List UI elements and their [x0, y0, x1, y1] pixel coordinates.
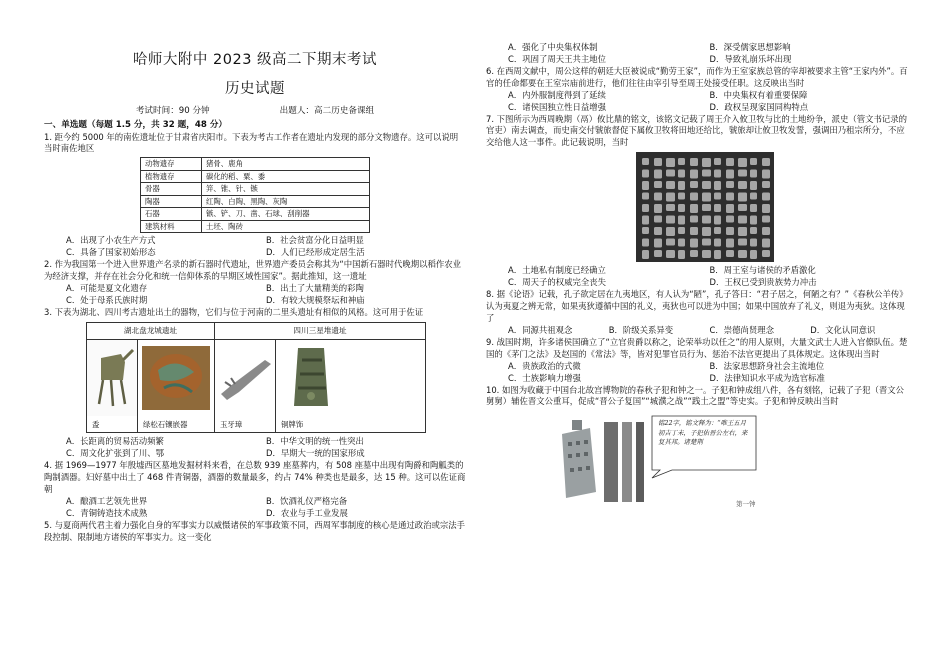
exam-title: 哈师大附中 2023 级高二下期末考试: [132, 52, 378, 68]
option-a[interactable]: A．贵族政治的式微: [508, 360, 581, 371]
option-b[interactable]: B．饮酒礼仪严格完备: [266, 496, 348, 507]
option-b[interactable]: B．法家思想跻身社会主流地位: [709, 360, 825, 371]
question-4-stem: 4. 据 1969—1977 年殷墟西区墓地发掘材料来看，在总数 939 座墓葬内，有 508 座墓中出现有陶爵和陶觚类的陶制酒器。妇好墓中出土了 468 件青铜器，酒器的数量最多，约占 74% 种类也是最多，达 15 种。这可以佐证商朝: [44, 460, 466, 495]
bronze-he-image: [87, 340, 137, 416]
table-row: 植物遗存 碳化的稻、粟、黍: [141, 170, 370, 182]
turquoise-inlay-image: [138, 340, 214, 416]
jade-yazhang-image: [215, 340, 275, 416]
exam-time: 考试时间：90 分钟: [135, 106, 210, 117]
question-6-stem: 6. 在西周文献中，周公这样的朝廷大臣被说成“勤劳王家”，而作为王室家族总管的宰却被要求主管“王家内外”。百官的任命都要在王室宗庙前进行，他们往往由宰引导至周王处接受任职。这反映出当时: [486, 65, 908, 88]
table-row: 石器 镞、铲、刀、凿、石球、刮削器: [141, 208, 370, 220]
option-b[interactable]: B．社会贫富分化日益明显: [266, 235, 364, 246]
question-9-stem: 9. 战国时期，许多诸侯国确立了“立官贵爵以称之，论荣举功以任之”的用人原则，大量文武士人进入官僚队伍。楚国的《茅门之法》及赵国的《常法》等，皆对犯罪官员行为、惩治不法官更提出了具体规定。这体现出当时: [486, 336, 908, 359]
question-6-options: [486, 90, 911, 114]
artifact-yazhang: [215, 340, 276, 432]
option-d[interactable]: D．农业与手工业发展: [266, 507, 348, 518]
inscription-image: [636, 152, 774, 262]
question-7-stem: 7. 下图所示为西周晚期（鬲）攸比鼎的铭文，该铭文记载了周王介入攸卫牧与比的土地纷争，派史（管文书记录的官吏）南去调查，而史南交付虢旅督促下属攸卫牧将田地还给比，虢旅却让攸卫牧发誓，强调田乃租宗所分，不应交给他人这一事件。此记载说明，当时: [486, 113, 908, 148]
artifact-plaque: [276, 340, 426, 432]
option-c[interactable]: C．青铜铸造技术成熟: [66, 507, 148, 518]
question-2-options: [44, 283, 466, 307]
option-c[interactable]: C．周文化扩张到了川、鄂: [66, 448, 164, 459]
option-b[interactable]: B．周王室与诸侯的矛盾激化: [709, 265, 816, 276]
option-d[interactable]: D．法律知识水平成为选官标准: [709, 372, 825, 383]
question-4-options: [44, 496, 466, 520]
option-a[interactable]: A．强化了中央集权体制: [508, 42, 598, 52]
option-d[interactable]: D．早期大一统的国家形成: [266, 448, 365, 459]
option-b[interactable]: B．中央集权有着重要保障: [709, 89, 808, 100]
bronze-plaque-image: [276, 340, 426, 416]
option-b[interactable]: B．出土了大量精美的彩陶: [266, 282, 364, 293]
option-a[interactable]: A．内外服制度得到了延续: [508, 89, 606, 100]
inscription-callout: 铭22字，铭文释为：“唯王五月初吉丁未，子犯佑晋公左右，来复其邦。诸楚荆: [658, 419, 748, 446]
question-9-options: [486, 361, 911, 385]
header-sanxingdui: 四川三星堆遗址: [215, 323, 425, 341]
option-b[interactable]: B．深受儒家思想影响: [709, 42, 791, 52]
question-8-stem: 8. 据《论语》记载，孔子欲定居在九夷地区，有人认为“陋”，孔子答曰：“君子居之，何陋之有？”《春秋公羊传》认为夷夏之辨无常，如果夷狄遵循中国的礼义，夷狄也可以进为中国；如果中国放弃了礼义，则退为夷狄。这体现了: [486, 289, 908, 323]
question-2-stem: 2. 作为我国第一个进入世界遗产名录的新石器时代遗址，世界遗产委员会称其为“中国新石器时代晚期以稻作农业为经济支撑，并存在社会分化和统一信仰体系的早期区域性国家”。据此推知，这一遗址: [44, 259, 461, 281]
table-row: 动物遗存 猪骨、鹿角: [141, 158, 370, 170]
caption-he: 盉: [92, 419, 100, 429]
option-d[interactable]: D．人们已经形成定居生活: [266, 247, 365, 258]
option-a[interactable]: A．同源共祖观念: [508, 324, 573, 335]
question-3-stem: 3. 下表为湖北、四川考古遗址出土的器物，它们与位于河南的二里头遗址有相似的风格。这可用于佐证: [44, 306, 424, 317]
exam-author: 出题人：高二历史备课组: [279, 106, 375, 117]
option-c[interactable]: C．处于母系氏族时期: [66, 294, 148, 305]
option-a[interactable]: A．土地私有制度已经确立: [508, 265, 606, 276]
option-c[interactable]: C．崇德尚贤理念: [709, 324, 774, 335]
table-row: 骨器 笄、锥、针、镞: [141, 183, 370, 195]
table-row: 建筑材料 土坯、陶砖: [141, 220, 370, 232]
option-d[interactable]: D．导致礼崩乐坏出现: [709, 53, 792, 64]
caption-yazhang: 玉牙璋: [220, 419, 243, 429]
question-1-stem: 1. 距今约 5000 年的南佐遗址位于甘肃省庆阳市。下表为考古工作者在遗址内发现的部分文物遗存。这可以说明当时南佐地区: [44, 131, 459, 154]
artifact-row: [87, 340, 425, 432]
option-c[interactable]: C．周天子的权威完全丧失: [508, 277, 606, 288]
left-column: [44, 0, 466, 544]
bronze-inscription-rubbing: [636, 152, 774, 262]
caption-plaque: 铜牌饰: [281, 419, 304, 429]
artifact-turquoise: [138, 340, 215, 432]
option-c[interactable]: C．具备了国家初始形态: [66, 247, 156, 258]
figure-caption: 第一钟: [736, 500, 756, 509]
section-heading: 一、单选题（每题 1.5 分，共 32 题，48 分）: [44, 120, 228, 131]
option-d[interactable]: D．有较大规模祭坛和神庙: [266, 294, 365, 305]
question-3-options: [44, 436, 466, 460]
option-c[interactable]: C．诸侯国独立性日益增强: [508, 101, 606, 112]
caption-turquoise: 绿松石镶嵌器: [143, 419, 188, 429]
relics-table: [140, 157, 370, 233]
artifact-table: [86, 322, 426, 434]
question-1-options: [44, 235, 466, 259]
exam-subtitle: 历史试题: [225, 80, 285, 97]
option-a[interactable]: A．可能是夏文化遗存: [66, 282, 148, 293]
table-row: 陶器 红陶、白陶、黑陶、灰陶: [141, 195, 370, 207]
header-panlongcheng: 湖北盘龙城遗址: [87, 323, 215, 341]
question-8-options: [486, 325, 911, 337]
zifan-bell-figure: [556, 412, 758, 510]
option-c[interactable]: C．士族影响力增强: [508, 372, 581, 383]
question-5-options: [486, 42, 911, 66]
option-d[interactable]: D．王权已受到贵族势力冲击: [709, 277, 817, 288]
option-c[interactable]: C．巩固了周天王共主地位: [508, 53, 606, 64]
option-d[interactable]: D．政权呈现家国同构特点: [709, 101, 809, 112]
exam-meta: [44, 105, 466, 117]
question-5-stem: 5. 与夏商两代君主着力强化自身的军事实力以威慑诸侯的军事政策不同，西周军事制度的核心是通过政治或宗法手段控制、限制地方诸侯的军事实力。这一变化: [44, 519, 466, 542]
artifact-he: [87, 340, 138, 432]
option-b[interactable]: B．中华文明的统一性突出: [266, 436, 364, 447]
option-a[interactable]: A．出现了小农生产方式: [66, 235, 156, 246]
option-b[interactable]: B．阶级关系异变: [608, 324, 674, 335]
question-7-options: [486, 265, 911, 289]
artifact-table-header: [87, 323, 425, 341]
option-d[interactable]: D．文化认同意识: [810, 324, 876, 335]
right-column: [486, 0, 911, 510]
option-a[interactable]: A．酿酒工艺领先世界: [66, 496, 148, 507]
question-10-stem: 10. 如图为收藏于中国台北故宫博物院的春秋子犯和钟之一。子犯和钟成组八件，各有刻铭，记载了子犯（晋文公舅舅）辅佐晋文公重耳，促成“晋公子复国”“城濮之战”“践土之盟”等史实。子犯和钟反映出当时: [486, 384, 904, 407]
option-a[interactable]: A．长距离的贸易活动频繁: [66, 436, 164, 447]
